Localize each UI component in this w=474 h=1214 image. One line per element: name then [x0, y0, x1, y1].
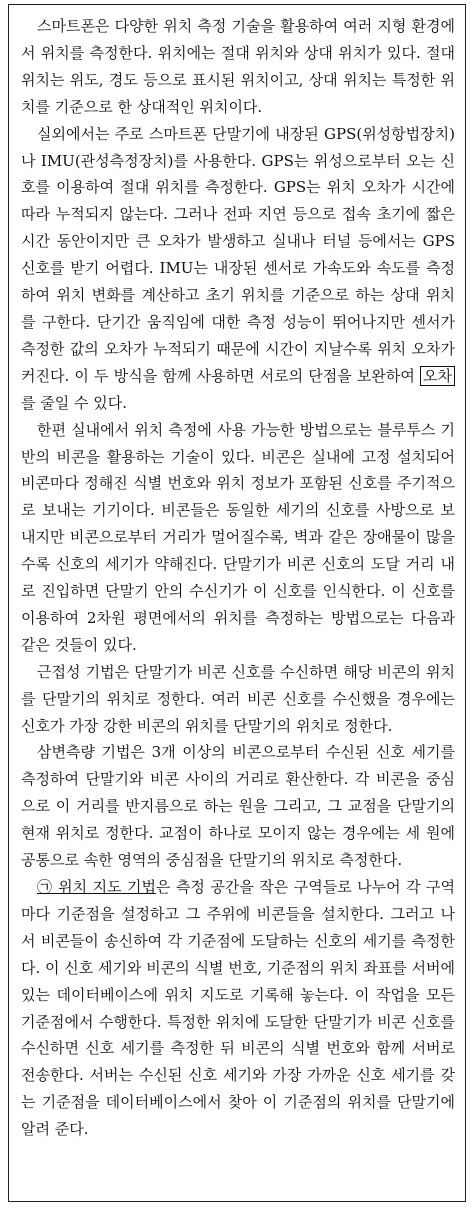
underlined-term-location-map: ㉠ 위치 지도 기법: [37, 878, 156, 896]
paragraph-location-map-text: 은 측정 공간을 작은 구역들로 나누어 각 구역마다 기준점을 설정하고 그 주위에 비콘들을 설치한다. 그러고 나서 비콘들이 송신하여 각 기준점에 도달하는 신호의 세기를 측정한다. 이 신호 세기와 비콘의 식별 번호, 기준점의 위치 좌표를 서버에 있는 데이터베이스에 위치 지도로 기록해 놓는다. 이 작업을 모든 기준점에서 수행한다. 특정한 위치에 도달한 단말기가 비콘 신호를 수신하면 신호 세기를 측정한 뒤 비콘의 식별 번호와 함께 서버로 전송한다. 서버는 수신된 신호 세기와 가장 가까운 신호 세기를 갖는 기준점을 데이터베이스에서 찾아 이 기준점의 위치를 단말기에 알려 준다.: [21, 878, 456, 1139]
paragraph-indoor-beacon: 한편 실내에서 위치 측정에 사용 가능한 방법으로는 블루투스 기반의 비콘을 활용하는 기술이 있다. 비콘은 실내에 고정 설치되어 비콘마다 정해진 식별 번호와 위치 정보가 포함된 신호를 주기적으로 보내는 기기이다. 비콘들은 동일한 세기의 신호를 사방으로 보내지만 비콘으로부터 거리가 멀어질수록, 벽과 같은 장애물이 많을수록 신호의 세기가 약해진다. 단말기가 비콘 신호의 도달 거리 내로 진입하면 단말기 안의 수신기가 이 신호를 인식한다. 이 신호를 이용하여 2차원 평면에서의 위치를 측정하는 방법으로는 다음과 같은 것들이 있다.: [21, 420, 455, 654]
passage-box: [8, 4, 466, 1202]
paragraph-outdoor-end: 를 줄일 수 있다.: [21, 393, 128, 412]
paragraph-location-map: [21, 874, 455, 1143]
paragraph-outdoor: [21, 121, 455, 417]
paragraph-outdoor-text: 실외에서는 주로 스마트폰 단말기에 내장된 GPS(위성항법장치)나 IMU(관성측정장치)를 사용한다. GPS는 위성으로부터 오는 신호를 이용하여 절대 위치를 측정한다. GPS는 위치 오차가 시간에 따라 누적되지 않는다. 그러나 전파 지연 등으로 접속 초기에 짧은 시간 동안이지만 큰 오차가 발생하고 실내나 터널 등에서는 GPS 신호를 받기 어렵다. IMU는 내장된 센서로 가속도와 속도를 측정하여 위치 변화를 계산하고 초기 위치를 기준으로 하는 상대 위치를 구한다. 단기간 움직임에 대한 측정 성능이 뛰어나지만 센서가 측정한 값의 오차가 누적되기 때문에 시간이 지날수록 위치 오차가 커진다. 이 두 방식을 함께 사용하면 서로의 단점을 보완하여: [21, 124, 455, 385]
boxed-word-error: 오차: [420, 366, 455, 386]
paragraph-proximity: 근접성 기법은 단말기가 비콘 신호를 수신하면 해당 비콘의 위치를 단말기의 위치로 정한다. 여러 비콘 신호를 수신했을 경우에는 신호가 가장 강한 비콘의 위치를 단말기의 위치로 정한다.: [21, 662, 455, 735]
paragraph-trilateration: 삼변측량 기법은 3개 이상의 비콘으로부터 수신된 신호 세기를 측정하여 단말기와 비콘 사이의 거리로 환산한다. 각 비콘을 중심으로 이 거리를 반지름으로 하는 원을 그리고, 그 교점을 단말기의 현재 위치로 정한다. 교점이 하나로 모이지 않는 경우에는 세 원에 공통으로 속한 영역의 중심점을 단말기의 위치로 측정한다.: [21, 743, 455, 870]
paragraph-intro: 스마트폰은 다양한 위치 측정 기술을 활용하여 여러 지형 환경에서 위치를 측정한다. 위치에는 절대 위치와 상대 위치가 있다. 절대 위치는 위도, 경도 등으로 표시된 위치이고, 상대 위치는 특정한 위치를 기준으로 한 상대적인 위치이다.: [21, 17, 455, 116]
